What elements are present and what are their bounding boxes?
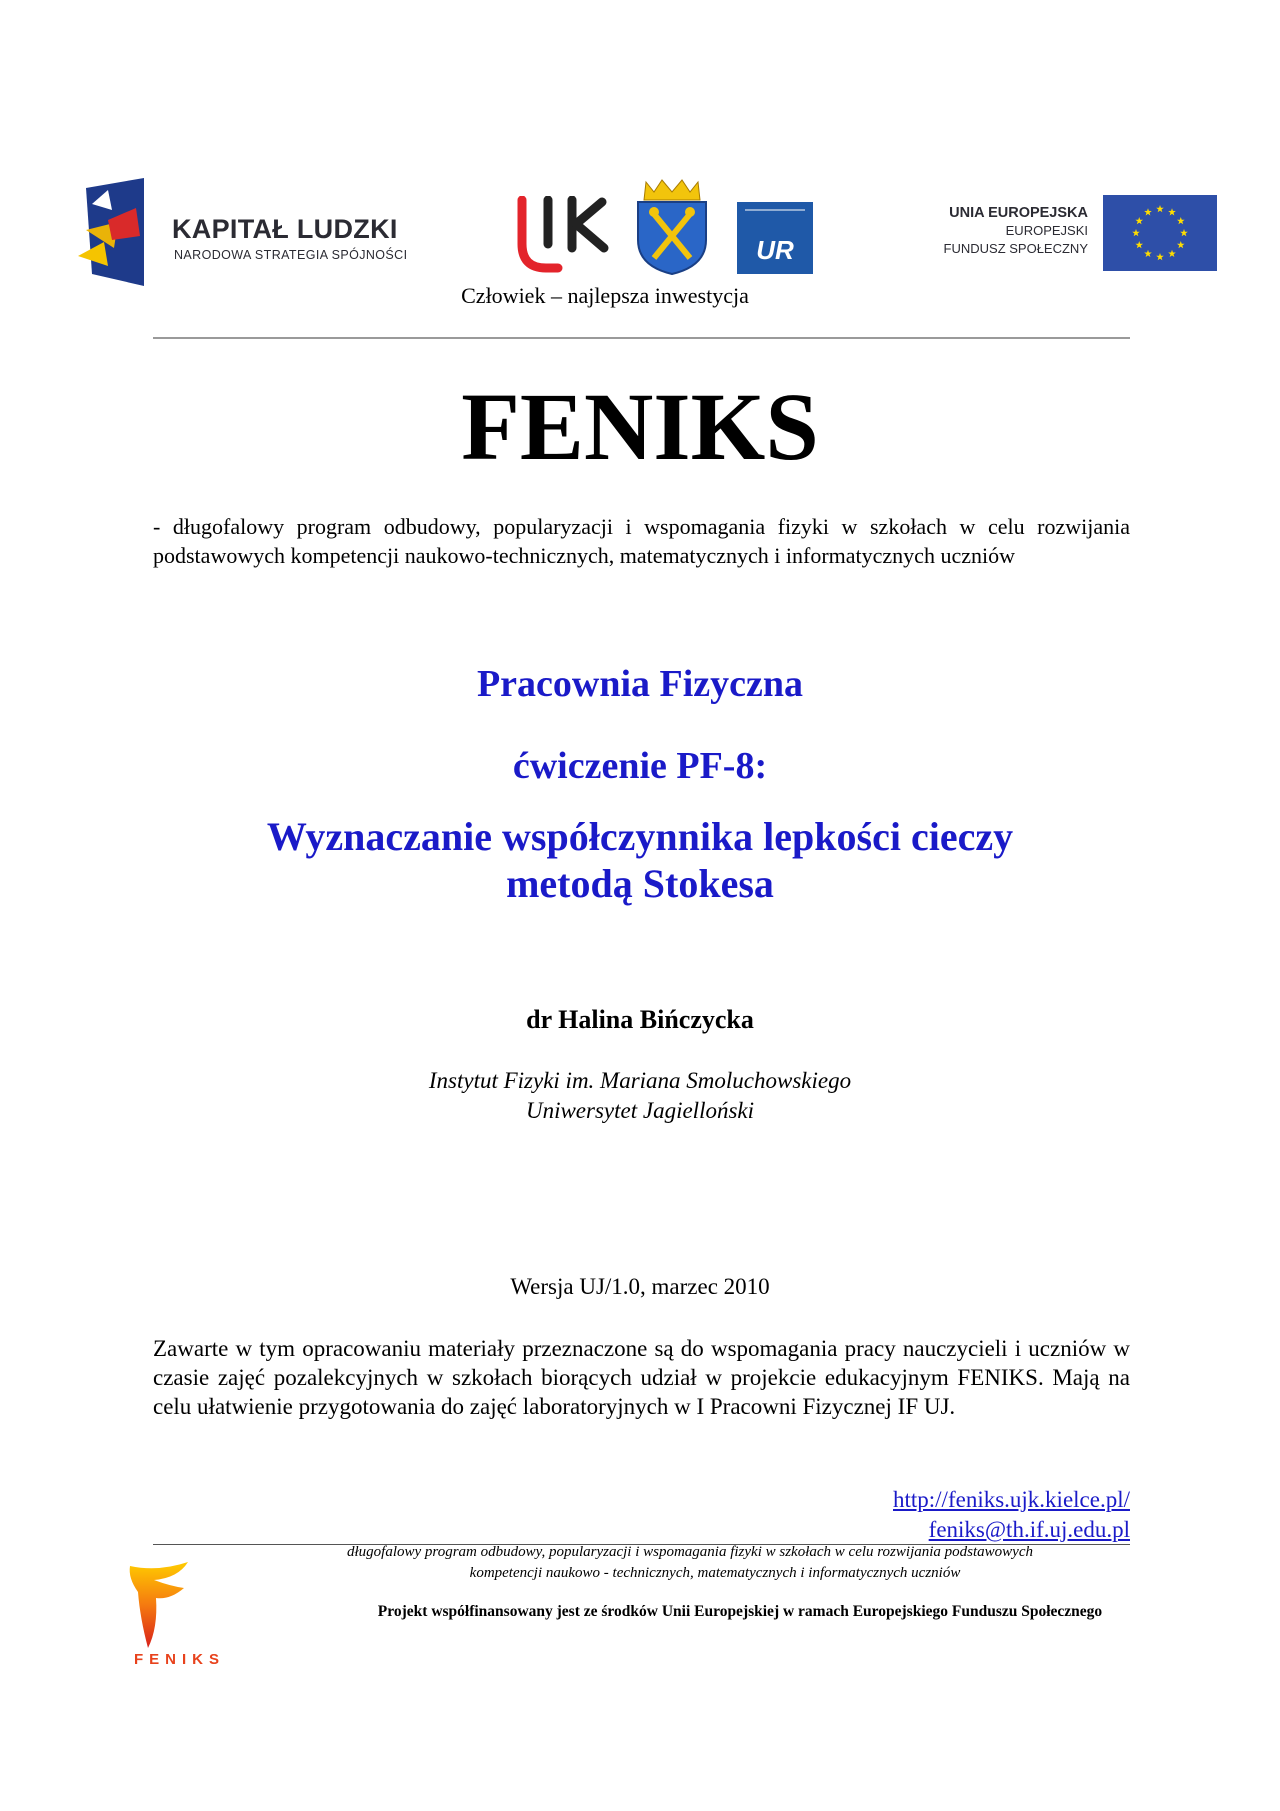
email-link[interactable]: feniks@th.if.uj.edu.pl [928, 1517, 1130, 1542]
topic-line-1: Wyznaczanie współczynnika lepkości cieczy [266, 814, 1014, 859]
kapital-ludzki-title: KAPITAŁ LUDZKI [172, 214, 398, 244]
university-name: Uniwersytet Jagielloński [525, 1098, 755, 1123]
eu-label-line3: FUNDUSZ SPOŁECZNY [943, 241, 1088, 256]
exercise-topic [0, 813, 1280, 907]
eu-flag-icon [1103, 195, 1217, 271]
version-info: Wersja UJ/1.0, marzec 2010 [510, 1274, 770, 1299]
footer-cofinancing-note: Projekt współfinansowany jest ze środków Unii Europejskiej w ramach Europejskiego Funduszu Społecznego [377, 1603, 1103, 1620]
motto: Człowiek – najlepsza inwestycja [461, 283, 749, 308]
feniks-logo-text: FENIKS [134, 1651, 226, 1668]
institute-name: Instytut Fizyki im. Mariana Smoluchowskiego [428, 1068, 852, 1093]
uj-crest-icon [632, 178, 712, 276]
ujk-logo [512, 196, 612, 276]
kapital-ludzki-subtitle: NARODOWA STRATEGIA SPÓJNOŚCI [174, 248, 408, 262]
eu-fund-label [944, 204, 1088, 258]
ur-logo-text: UR [756, 235, 794, 265]
materials-note: Zawarte w tym opracowaniu materiały przeznaczone są do wspomagania pracy nauczycieli i uczniów w czasie zajęć pozalekcyjnych w szkołach biorących udział w projekcie edukacyjnym FENIKS. Mają na celu ułatwienie przygotowania do zajęć laboratoryjnych w I Pracowni Fizycznej IF UJ. [153, 1336, 1130, 1419]
program-description: - długofalowy program odbudowy, popularyzacji i wspomagania fizyki w szkołach w celu rozwijania podstawowych kompetencji naukowo-technicznych, matematycznych i informatycznych uczniów [153, 514, 1130, 568]
footer-description-line2: kompetencji naukowo - technicznych, matematycznych i informatycznych uczniów [469, 1565, 961, 1581]
author: dr Halina Bińczycka [526, 1005, 754, 1034]
page-title: FENIKS [461, 373, 819, 480]
institution [0, 1066, 1280, 1126]
lab-title: Pracownia Fizyczna [476, 663, 804, 705]
topic-line-2: metodą Stokesa [506, 861, 774, 906]
exercise-number: ćwiczenie PF-8: [512, 745, 768, 787]
eu-label-line2: EUROPEJSKI [1005, 223, 1088, 238]
header-divider [153, 337, 1130, 339]
website-link[interactable]: http://feniks.ujk.kielce.pl/ [893, 1487, 1130, 1512]
contact-links [893, 1485, 1130, 1545]
eu-label-line1: UNIA EUROPEJSKA [949, 205, 1088, 221]
footer-description-line1: długofalowy program odbudowy, popularyzacji i wspomagania fizyki w szkołach w celu rozwijania podstawowych [347, 1544, 1033, 1560]
